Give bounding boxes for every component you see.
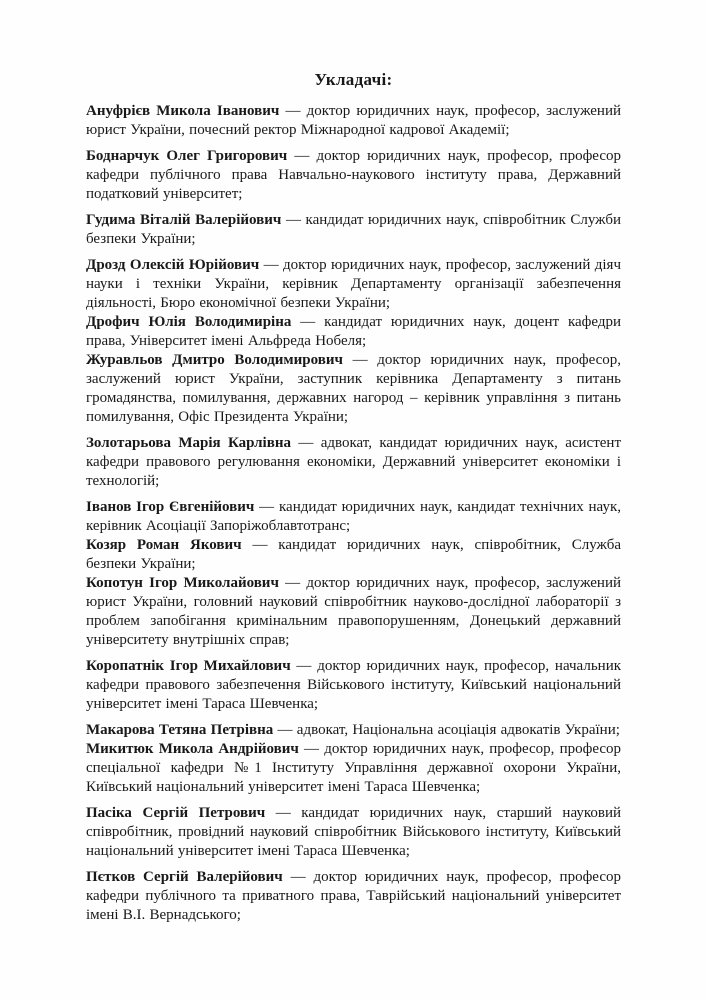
compiler-name: Дрофич Юлія Володимиріна <box>86 314 292 330</box>
compiler-name: Микитюк Микола Андрійович <box>86 741 299 757</box>
compiler-separator: — <box>278 575 307 591</box>
compiler-description: доктор юридичних наук, професор, заслужений діяч науки і техніки України, керівник Департаменту організації забезпечення діяльності, Бюро економічної безпеки України; <box>86 257 621 311</box>
compiler-separator: — <box>290 658 318 674</box>
compiler-description: кандидат юридичних наук, співробітник Служби безпеки України; <box>86 212 621 247</box>
compiler-description: доктор юридичних наук, професор, заслужений юрист України, почесний ректор Міжнародної кадрової Академії; <box>86 103 622 138</box>
compiler-separator: — <box>287 148 317 164</box>
compiler-separator: — <box>273 722 297 738</box>
compiler-name: Журавльов Дмитро Володимирович <box>86 352 343 368</box>
compiler-entry <box>86 147 621 204</box>
compiler-separator: — <box>259 257 284 273</box>
compiler-name: Гудима Віталій Валерійович <box>86 212 282 228</box>
compiler-entry <box>86 434 621 491</box>
compiler-name: Боднарчук Олег Григорович <box>86 148 288 164</box>
compiler-name: Золотарьова Марія Карлівна <box>86 435 291 451</box>
compiler-separator: — <box>265 805 302 821</box>
compiler-description: адвокат, Національна асоціація адвокатів України; <box>296 722 620 738</box>
compiler-description: доктор юридичних наук, професор, професор кафедри публічного та приватного права, Таврійський національний університет імені В.І. Вернадського; <box>86 869 621 923</box>
compiler-separator: — <box>281 212 306 228</box>
compiler-name: Пєтков Сергій Валерійович <box>86 869 283 885</box>
compiler-description: доктор юридичних наук, професор, заслужений юрист України, заступник керівника Департаменту з питань громадянства, помилування, державних нагород – керівник управління з питань помилування, Офіс Президента України; <box>86 352 622 425</box>
compiler-entry <box>86 536 621 574</box>
compiler-entry <box>86 804 621 861</box>
compiler-entry <box>86 256 621 313</box>
compiler-description: кандидат юридичних наук, доцент кафедри права, Університет імені Альфреда Нобеля; <box>86 314 621 349</box>
compiler-entry <box>86 351 621 427</box>
compiler-name: Дрозд Олексій Юрійович <box>86 257 260 273</box>
compiler-separator: — <box>291 314 325 330</box>
compiler-name: Пасіка Сергій Петрович <box>86 805 266 821</box>
compiler-entry <box>86 313 621 351</box>
compiler-separator: — <box>282 869 314 885</box>
compiler-entry <box>86 657 621 714</box>
compiler-entry <box>86 868 621 925</box>
compiler-separator: — <box>241 537 279 553</box>
compiler-name: Іванов Ігор Євгенійович <box>86 499 255 515</box>
compiler-description: кандидат юридичних наук, старший науковий співробітник, провідний науковий співробітник Військового інституту, Київський національний університет імені Тараса Шевченка; <box>86 805 622 859</box>
compiler-separator: — <box>342 352 378 368</box>
compiler-entry <box>86 574 621 650</box>
compiler-description: доктор юридичних наук, професор, професор спеціальної кафедри №1 Інституту Управління державної охорони України, Київський національний університет імені Тараса Шевченка; <box>86 741 622 795</box>
compiler-name: Копотун Ігор Миколайович <box>86 575 279 591</box>
compiler-separator: — <box>298 741 325 757</box>
compiler-name: Козяр Роман Якович <box>86 537 242 553</box>
compiler-description: доктор юридичних наук, професор, заслужений юрист України, головний науковий співробітник науково-дослідної лабораторії з проблем запобігання кримінальним правопорушенням, Донецький державний університету внутрішніх справ; <box>86 575 622 648</box>
compiler-description: кандидат юридичних наук, співробітник, Служба безпеки України; <box>86 537 621 572</box>
page-title: Укладачі: <box>314 70 393 89</box>
compiler-entry <box>86 211 621 249</box>
compiler-separator: — <box>290 435 321 451</box>
compiler-separator: — <box>254 499 279 515</box>
compiler-name: Ануфрієв Микола Іванович <box>86 103 280 119</box>
compiler-name: Коропатнік Ігор Михайлович <box>86 658 291 674</box>
compiler-description: доктор юридичних наук, професор, професор кафедри публічного права Навчально-наукового інституту права, Державний податковий університет; <box>86 148 621 202</box>
compiler-entry <box>86 498 621 536</box>
compiler-description: доктор юридичних наук, професор, начальник кафедри правового забезпечення Військового інституту, Київський національний університет імені Тараса Шевченка; <box>86 658 622 712</box>
compilers-list <box>86 102 621 925</box>
compiler-separator: — <box>279 103 307 119</box>
compiler-entry <box>86 721 621 740</box>
compiler-entry <box>86 102 621 140</box>
compiler-description: адвокат, кандидат юридичних наук, асистент кафедри правового регулювання економіки, Державний університет економіки і технологій; <box>86 435 622 489</box>
compiler-name: Макарова Тетяна Петрівна <box>86 722 274 738</box>
compiler-entry <box>86 740 621 797</box>
compiler-description: кандидат юридичних наук, кандидат технічних наук, керівник Асоціації Запоріжоблавтотранс; <box>86 499 621 534</box>
